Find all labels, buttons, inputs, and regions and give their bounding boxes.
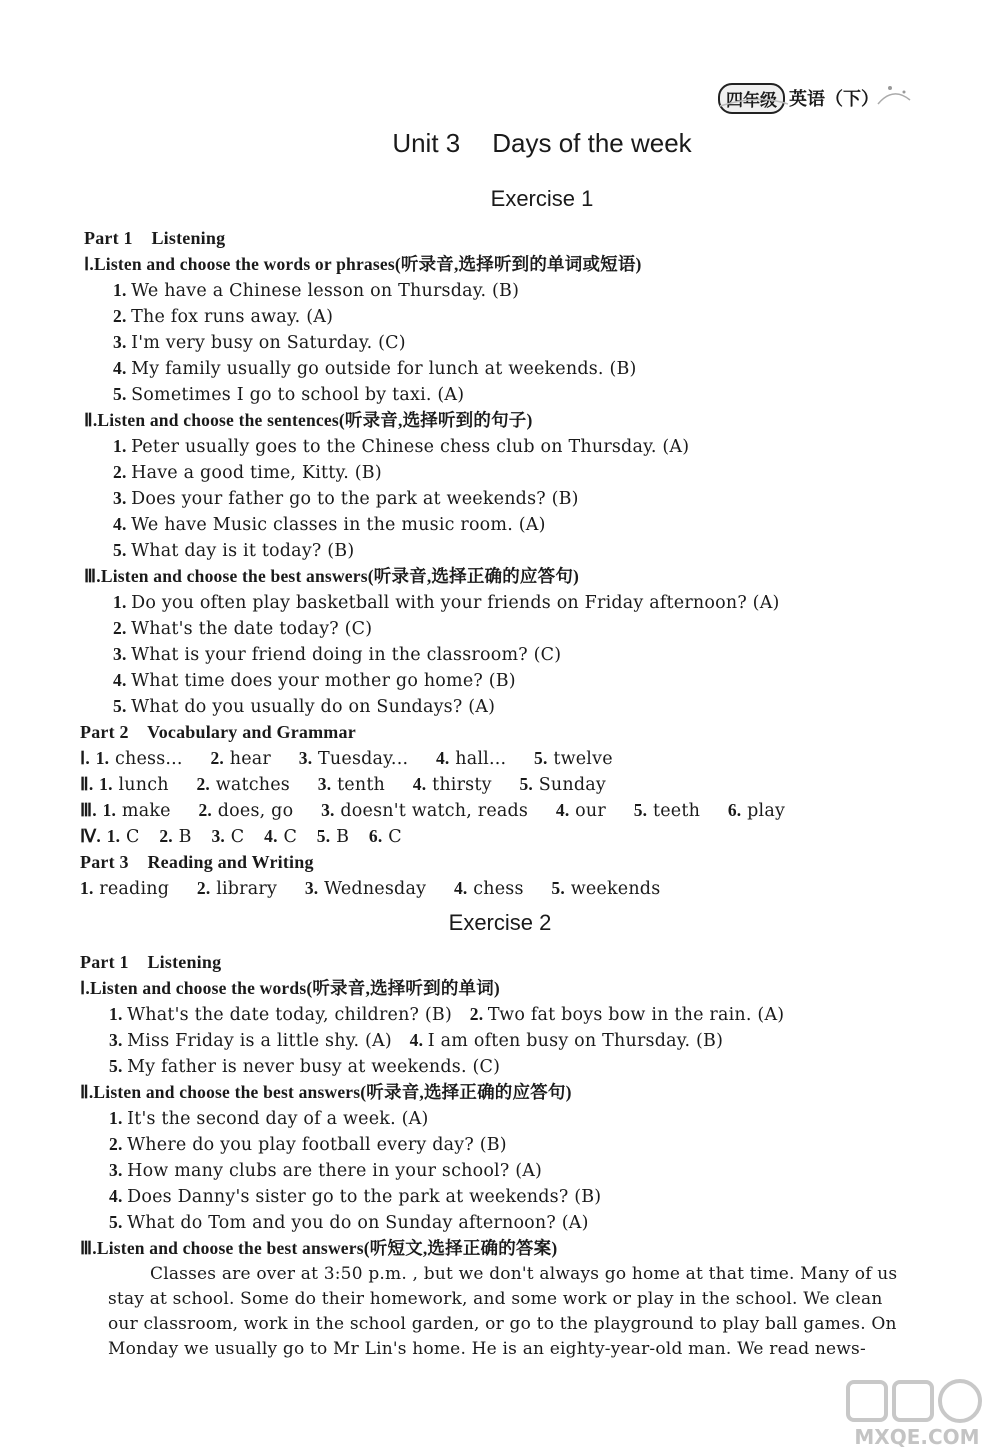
unit-title: [0, 128, 1000, 159]
watermark-icon: [838, 1378, 996, 1450]
answer-row: Ⅳ. 1. C 2. B 3. C 4. C 5. B 6. C: [80, 826, 402, 847]
list-item: 5. What day is it today? (B): [113, 540, 355, 561]
list-item: 1. Peter usually goes to the Chinese chess club on Thursday. (A): [113, 436, 690, 457]
exercise-2-title: Exercise 2: [448, 910, 552, 935]
ex1-section2-heading: Ⅱ.Listen and choose the sentences(听录音,选择听到的句子): [84, 410, 533, 430]
svg-text:MXQE.COM: MXQE.COM: [854, 1425, 980, 1449]
ex1-part3-title: Part 3 Reading and Writing: [80, 852, 314, 872]
answer-row: Ⅱ. 1. lunch 2. watches 3. tenth 4. thirsty 5. Sunday: [80, 774, 606, 795]
list-item: 2. The fox runs away. (A): [113, 306, 334, 327]
list-item: 3. Miss Friday is a little shy. (A) 4. I am often busy on Thursday. (B): [109, 1030, 724, 1051]
passage-line: our classroom, work in the school garden, or go to the playground to play ball games. On: [108, 1314, 897, 1334]
unit-name: Days of the week: [492, 128, 692, 158]
answer-row: Ⅲ. 1. make 2. does, go 3. doesn't watch, reads 4. our 5. teeth 6. play: [80, 800, 786, 821]
watermark-logo: [838, 1378, 996, 1450]
answer-row: Ⅰ. 1. chess... 2. hear 3. Tuesday... 4. hall... 5. twelve: [80, 748, 613, 769]
list-item: 5. Sometimes I go to school by taxi. (A): [113, 384, 465, 405]
list-item: 2. Have a good time, Kitty. (B): [113, 462, 382, 483]
exercise-1-title: Exercise 1: [490, 186, 594, 211]
list-item: 4. Does Danny's sister go to the park at weekends? (B): [109, 1186, 602, 1207]
ex1-section1-heading: Ⅰ.Listen and choose the words or phrases(听录音,选择听到的单词或短语): [84, 254, 642, 274]
ex1-part2-title: Part 2 Vocabulary and Grammar: [80, 722, 356, 742]
subject-label: 英语（下）: [789, 89, 879, 110]
list-item: 1. We have a Chinese lesson on Thursday. (B): [113, 280, 520, 301]
ex1-section3-heading: Ⅲ.Listen and choose the best answers(听录音,选择正确的应答句): [84, 566, 580, 586]
passage-line: stay at school. Some do their homework, and some work or play in the school. We clean: [108, 1289, 883, 1309]
list-item: 5. What do you usually do on Sundays? (A): [113, 696, 496, 717]
list-item: 3. How many clubs are there in your school? (A): [109, 1160, 543, 1181]
list-item: 5. My father is never busy at weekends. (C): [109, 1056, 501, 1077]
list-item: 2. Where do you play football every day? (B): [109, 1134, 507, 1155]
list-item: 1. What's the date today, children? (B) 2. Two fat boys bow in the rain. (A): [109, 1004, 785, 1025]
list-item: 4. What time does your mother go home? (B): [113, 670, 516, 691]
ex2-section2-heading: Ⅱ.Listen and choose the best answers(听录音,选择正确的应答句): [80, 1082, 572, 1102]
list-item: 3. What is your friend doing in the classroom? (C): [113, 644, 562, 665]
answer-row: 1. reading 2. library 3. Wednesday 4. chess 5. weekends: [80, 878, 661, 899]
passage-line: Monday we usually go to Mr Lin's home. He is an eighty-year-old man. We read news-: [108, 1339, 866, 1359]
header-badge: [718, 80, 913, 116]
list-item: 3. Does your father go to the park at weekends? (B): [113, 488, 579, 509]
list-item: 5. What do Tom and you do on Sunday afternoon? (A): [109, 1212, 589, 1233]
list-item: 1. Do you often play basketball with your friends on Friday afternoon? (A): [113, 592, 780, 613]
list-item: 4. My family usually go outside for lunch at weekends. (B): [113, 358, 637, 379]
unit-number: Unit 3: [392, 128, 461, 158]
header-decoration-icon: [718, 80, 913, 116]
grade-badge: 四年级: [718, 83, 785, 114]
list-item: 4. We have Music classes in the music room. (A): [113, 514, 546, 535]
list-item: 1. It's the second day of a week. (A): [109, 1108, 429, 1129]
ex2-section3-heading: Ⅲ.Listen and choose the best answers(听短文,选择正确的答案): [80, 1238, 558, 1258]
ex2-section1-heading: Ⅰ.Listen and choose the words(听录音,选择听到的单词): [80, 978, 500, 998]
passage-line: Classes are over at 3:50 p.m. , but we don't always go home at that time. Many of us: [150, 1264, 898, 1284]
list-item: 2. What's the date today? (C): [113, 618, 373, 639]
ex1-part1-title: Part 1 Listening: [84, 228, 226, 248]
list-item: 3. I'm very busy on Saturday. (C): [113, 332, 406, 353]
ex2-part1-title: Part 1 Listening: [80, 952, 222, 972]
